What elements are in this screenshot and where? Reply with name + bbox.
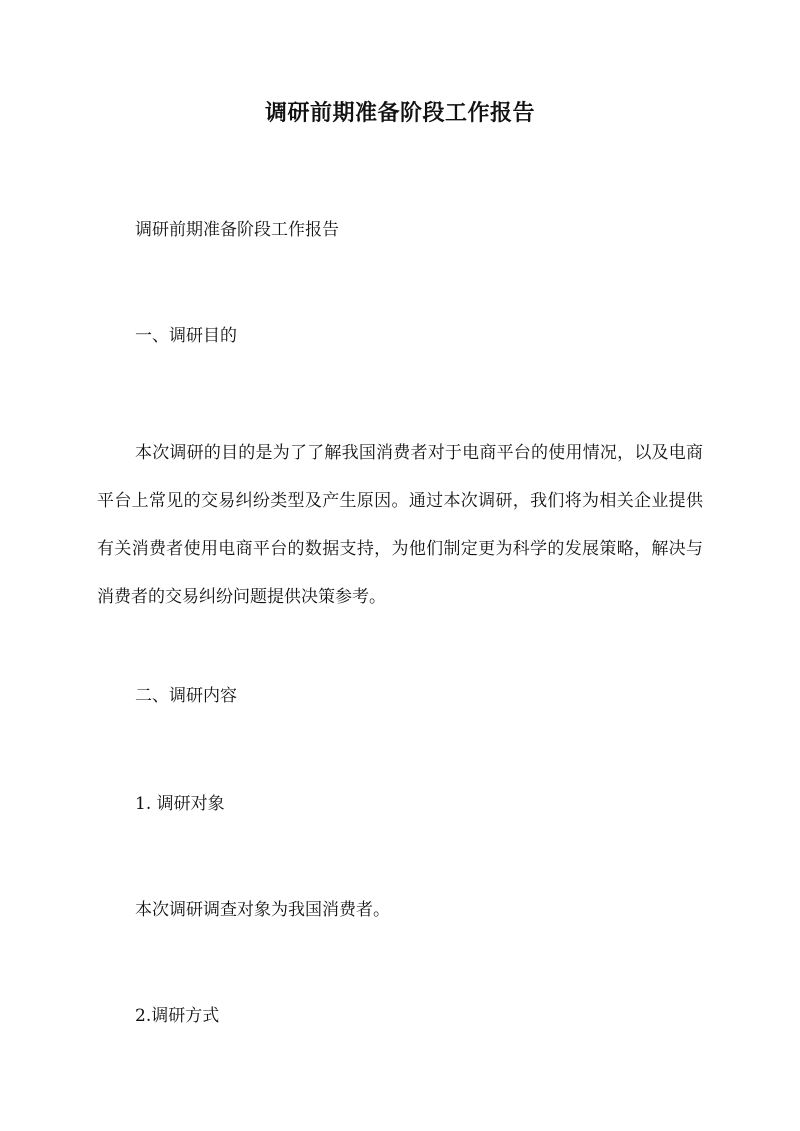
subsection-heading-method: 2.调研方式 [135, 1006, 220, 1026]
section-heading-purpose: 一、调研目的 [135, 326, 237, 346]
document-title: 调研前期准备阶段工作报告 [264, 100, 535, 126]
section-body-purpose: 本次调研的目的是为了了解我国消费者对于电商平台的使用情况，以及电商平台上常见的交易纠纷类型及产生原因。通过本次调研，我们将为相关企业提供有关消费者使用电商平台的数据支持，为他们制定更为科学的发展策略，解决与消费者的交易纠纷问题提供决策参考。 [97, 443, 703, 607]
document-subtitle: 调研前期准备阶段工作报告 [135, 220, 339, 240]
subsection-heading-target: 1. 调研对象 [135, 794, 225, 814]
section-heading-content: 二、调研内容 [135, 686, 237, 706]
subsection-body-target: 本次调研调查对象为我国消费者。 [135, 900, 390, 920]
